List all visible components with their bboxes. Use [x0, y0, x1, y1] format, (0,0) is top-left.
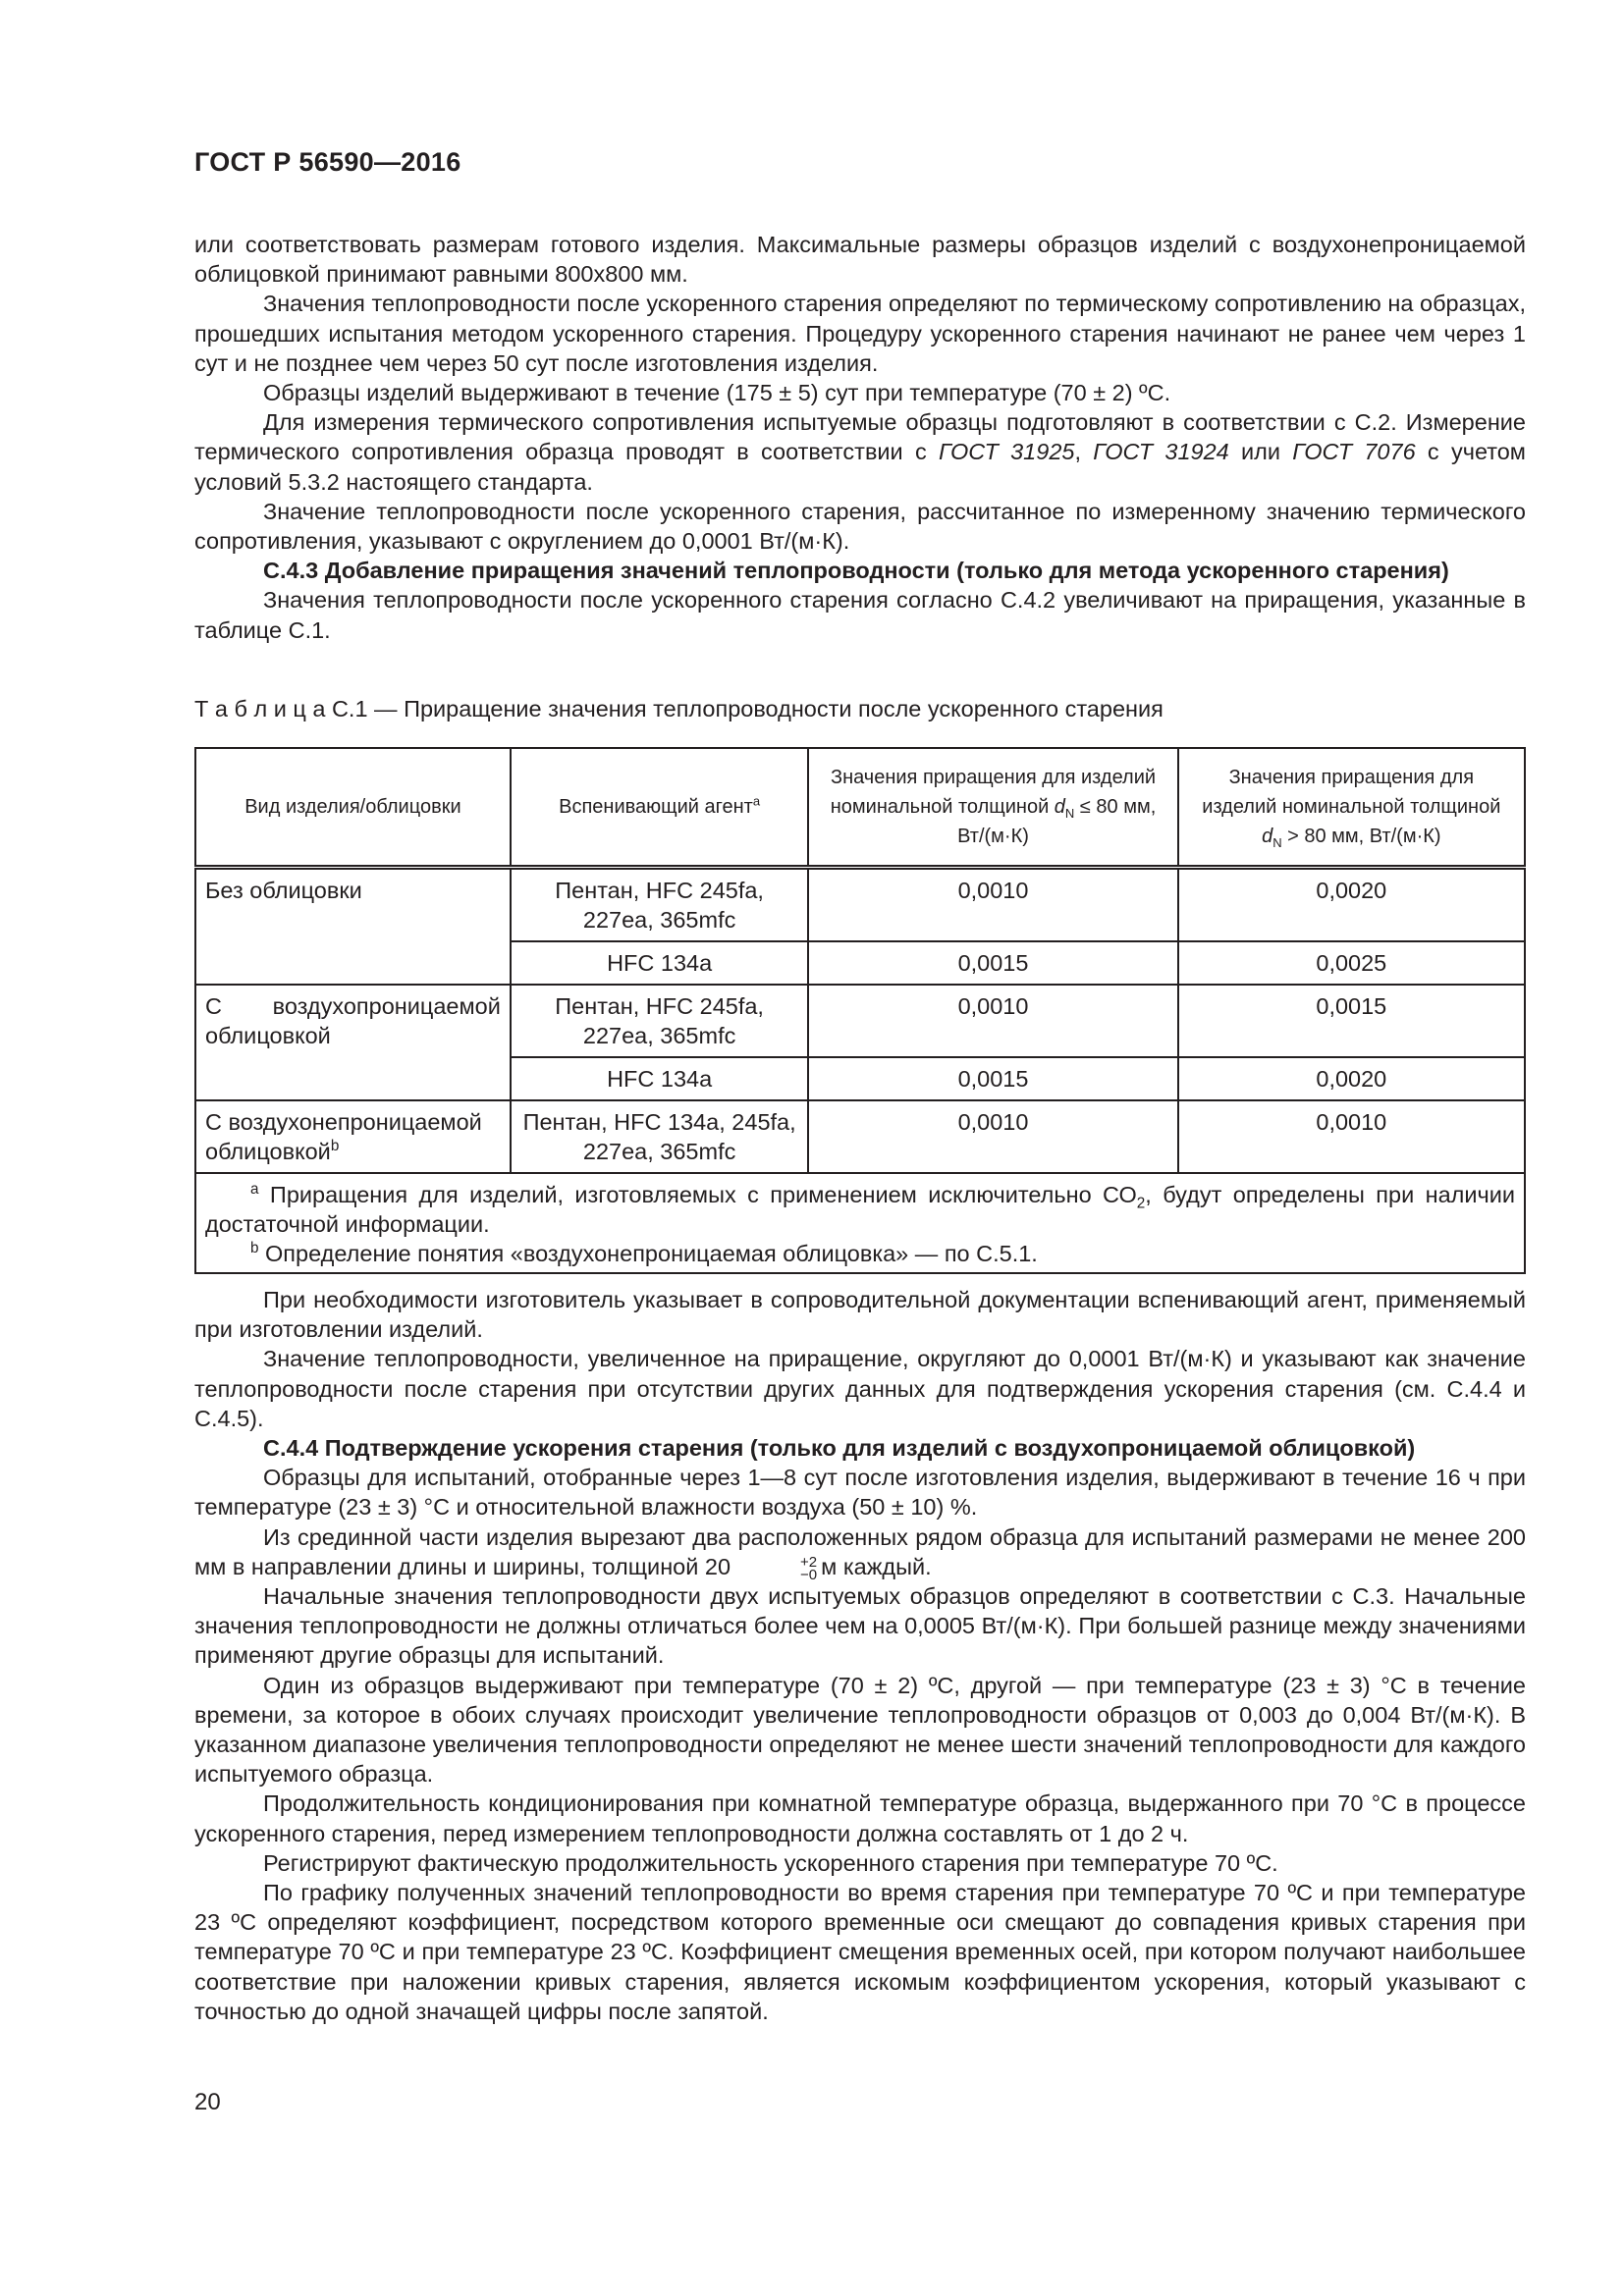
footnote: $^b$ Определение понятия «воздухонепроницаемая облицовка» — по С.5.1. — [250, 1240, 1038, 1266]
paragraph-text: с учетом условий 5.3.2 настоящего стандарта. — [194, 439, 1526, 495]
standard-reference: ГОСТ 31925 — [939, 439, 1075, 465]
paragraph: Из срединной части изделия вырезают два расположенных рядом образца для испытаний размерами не менее 200 мм в направлении длины и ширины, толщиной 20 +2 −0 м каждый. — [194, 1523, 1526, 1583]
table-cell: 0,0010 — [1178, 1100, 1525, 1173]
separator: , — [1074, 439, 1081, 465]
table-cell — [195, 1100, 511, 1173]
paragraph-text: Для измерения термического сопротивления испытуемые образцы подготовляют в соответствии с С.2. Измерение термического сопротивления образца проводят в соответствии с — [194, 409, 1526, 465]
paragraph: Значения теплопроводности после ускоренного старения определяют по термическому сопротивлению на образцах, прошедших испытания методом ускоренного старения. Процедуру ускоренного старения начинают не ранее чем через 1 сут и не позднее чем через 50 сут после изготовления изделия. — [194, 291, 1526, 376]
subscript: N — [1272, 835, 1282, 850]
column-header — [1178, 748, 1525, 868]
footnote-mark: a — [250, 1181, 259, 1199]
cell-line: С воздухопроницаемой — [205, 993, 501, 1019]
table-cell: 0,0010 — [808, 1100, 1177, 1173]
footnote-mark: b — [330, 1138, 340, 1155]
table-row — [195, 1100, 1525, 1173]
tolerance-value: 20 — [704, 1553, 731, 1579]
table-cell: Пентан, HFC 134a, 245fa, 227ea, 365mfc — [511, 1100, 809, 1173]
paragraph: Значения теплопроводности после ускоренного старения согласно С.4.2 увеличивают на приращения, указанные в таблице С.1. — [194, 587, 1526, 643]
paragraph: Образцы для испытаний, отобранные через 1—8 сут после изготовления изделия, выдерживают в течение 16 ч при температуре (23 ± 3) °С и относительной влажности воздуха (50 ± 10) %. — [194, 1465, 1526, 1521]
table-header-row — [195, 748, 1525, 868]
paragraph: Значение теплопроводности после ускоренного старения, рассчитанное по измеренному значению термического сопротивления, указывают с округлением до 0,0001 Вт/(м·К). — [194, 498, 1526, 555]
document-header: ГОСТ Р 56590—2016 — [194, 147, 461, 177]
table-row — [195, 985, 1525, 1057]
table-cell: 0,0015 — [808, 941, 1177, 985]
table-cell: HFC 134a — [511, 941, 809, 985]
table-cell: 0,0010 — [808, 985, 1177, 1057]
table-cell: HFC 134a — [511, 1057, 809, 1100]
cell-line: облицовкой — [205, 1023, 331, 1048]
paragraph: или соответствовать размерам готового изделия. Максимальные размеры образцов изделий с воздухонепроницаемой облицовкой принимают равными 800х800 мм. — [194, 232, 1526, 288]
cell-line: облицовкой$^b$ — [205, 1138, 340, 1164]
table-footnotes-row — [195, 1173, 1525, 1273]
subscript: 2 — [1136, 1195, 1146, 1212]
table-cell: Пентан, HFC 245fa, 227ea, 365mfc — [511, 868, 809, 942]
paragraph: Один из образцов выдерживают при температуре (70 ± 2) ºС, другой — при температуре (23 ± 3) °С в течение времени, за которое в обоих случаях происходит увеличение теплопроводности образцов от 0,003 до 0,004 Вт/(м·К). В указанном диапазоне увеличения теплопроводности определяют не менее шести значений теплопроводности для каждого испытуемого образца. — [194, 1672, 1526, 1788]
table-cell: 0,0015 — [808, 1057, 1177, 1100]
table-cell — [195, 985, 511, 1100]
page-number: 20 — [194, 2089, 221, 2115]
standard-reference: ГОСТ 31924 — [1093, 439, 1229, 465]
paragraph: Начальные значения теплопроводности двух испытуемых образцов определяют в соответствии с С.3. Начальные значения теплопроводности не должны отличаться более чем на 0,0005 Вт/(м·К). При большей разнице между значениями применяют другие образцы для испытаний. — [194, 1583, 1526, 1669]
table-cell: 0,0020 — [1178, 1057, 1525, 1100]
paragraph: Значение теплопроводности, увеличенное на приращение, округляют до 0,0001 Вт/(м·К) и указывают как значение теплопроводности после старения при отсутствии других данных для подтверждения ускорения старения (см. С.4.4 и С.4.5). — [194, 1346, 1526, 1431]
cell-line: С воздухонепроницаемой — [205, 1109, 482, 1135]
section-heading: С.4.3 Добавление приращения значений теплопроводности (только для метода ускоренного старения) — [263, 558, 1449, 584]
paragraph: При необходимости изготовитель указывает в сопроводительной документации вспенивающий агент, применяемый при изготовлении изделий. — [194, 1287, 1526, 1343]
footnote: $^a$ Приращения для изделий, изготовляемых с применением исключительно $СО_2$, будут определены при наличии достаточной информации. — [205, 1181, 1515, 1237]
column-header: Вид изделия/облицовки — [195, 748, 511, 868]
standard-reference: ГОСТ 7076 — [1292, 439, 1416, 465]
body-text-bottom — [194, 1285, 1526, 2026]
tolerance: +2 −0 — [800, 1553, 818, 1583]
paragraph: Образцы изделий выдерживают в течение (175 ± 5) сут при температуре (70 ± 2) ºС. — [263, 380, 1171, 406]
paragraph: Регистрируют фактическую продолжительность ускоренного старения при температуре 70 ºС. — [263, 1849, 1278, 1876]
column-header — [808, 748, 1177, 868]
data-table — [194, 747, 1526, 1274]
table-cell: 0,0020 — [1178, 868, 1525, 942]
table-footnotes — [195, 1173, 1525, 1273]
table-cell: 0,0025 — [1178, 941, 1525, 985]
table-cell: 0,0015 — [1178, 985, 1525, 1057]
column-header-text: ≤ 80 мм, Вт/(м·К) — [957, 796, 1157, 847]
table-cell: Без облицовки — [195, 868, 511, 986]
table-row — [195, 868, 1525, 942]
section-heading: С.4.4 Подтверждение ускорения старения (только для изделий с воздухопроницаемой облицовкой) — [263, 1435, 1416, 1462]
subscript: N — [1064, 806, 1075, 821]
separator: или — [1241, 439, 1280, 465]
footnote-mark: a — [752, 793, 761, 809]
column-header — [511, 748, 809, 868]
column-header-text: Значения приращения для изделий номинальной толщиной — [1202, 767, 1501, 818]
table-cell: Пентан, HFC 245fa, 227ea, 365mfc — [511, 985, 809, 1057]
column-header-text: Вспенивающий агент — [559, 796, 753, 818]
paragraph: Продолжительность кондиционирования при комнатной температуре образца, выдержанного при 70 °С в процессе ускоренного старения, перед измерением теплопроводности должна составлять от 1 до 2 ч. — [194, 1790, 1526, 1846]
paragraph: По графику полученных значений теплопроводности во время старения при температуре 70 ºС и при температуре 23 ºС определяют коэффициент, посредством которого временные оси смещают до совпадения кривых старения при температуре 70 ºС и при температуре 23 ºС. Коэффициент смещения временных осей, при котором получают наибольшее соответствие при наложении кривых старения, является искомым коэффициентом ускорения, который указывают с точностью до одной значащей цифры после запятой. — [194, 1880, 1526, 2024]
symbol: d — [1054, 796, 1065, 818]
column-header-text: Значения приращения для изделий номинальной толщиной — [830, 767, 1157, 818]
paragraph — [194, 407, 1526, 497]
footnote-mark: b — [250, 1240, 259, 1257]
symbol: d — [1262, 826, 1273, 847]
body-text-top — [194, 230, 1526, 645]
table-caption: Т а б л и ц а С.1 — Приращение значения теплопроводности после ускоренного старения — [194, 696, 1164, 721]
column-header-text: > 80 мм, Вт/(м·К) — [1287, 826, 1441, 847]
table-cell: 0,0010 — [808, 868, 1177, 942]
